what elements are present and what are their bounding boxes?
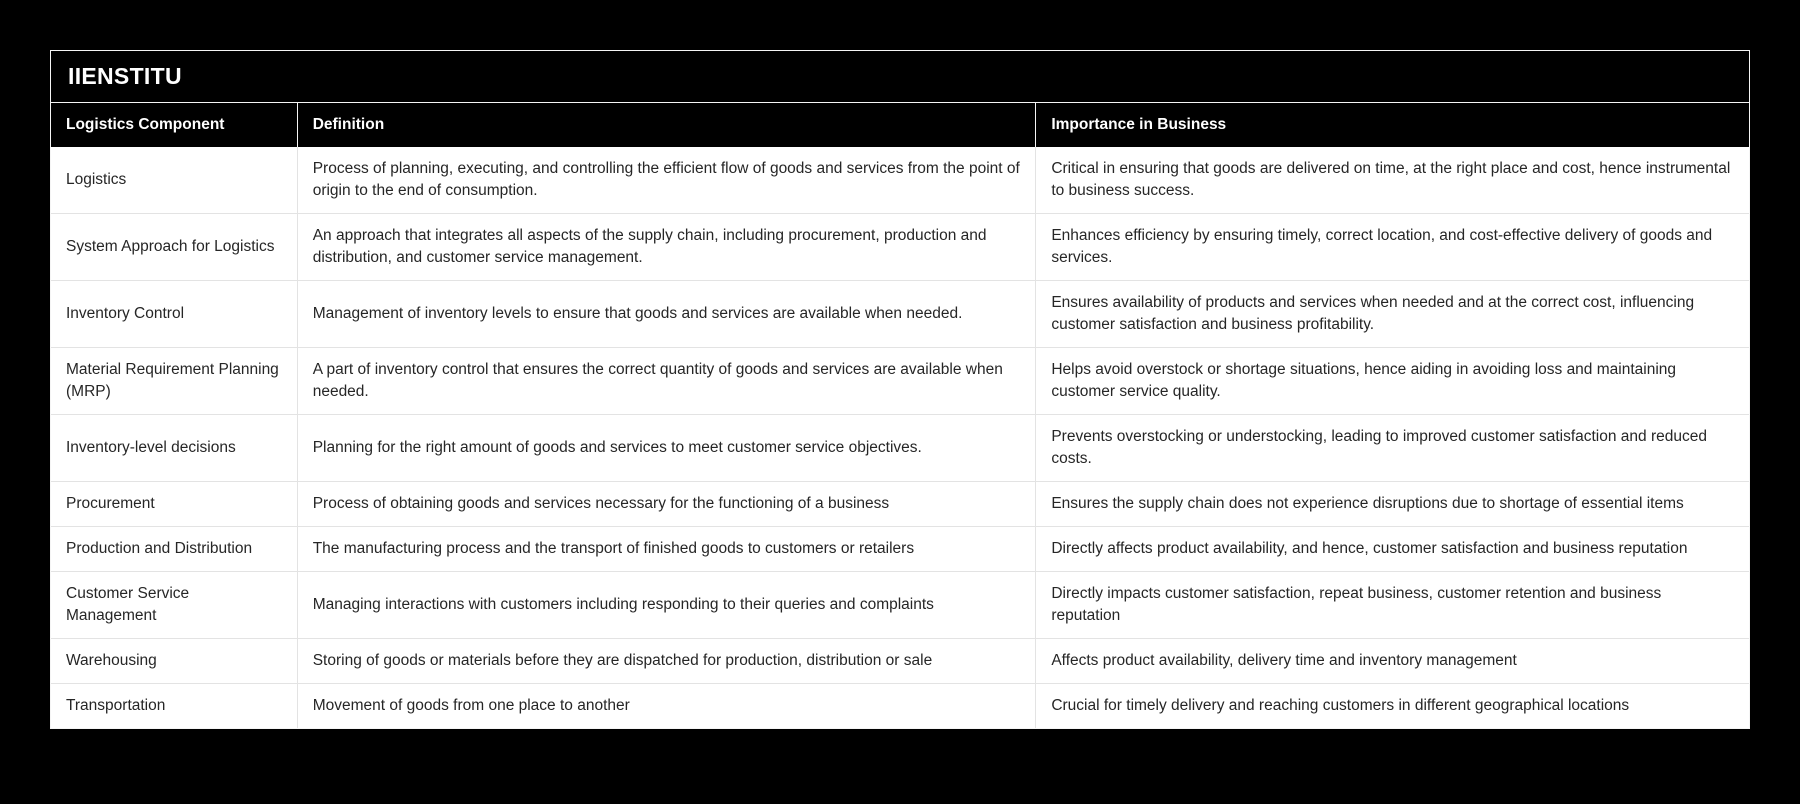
table-row [51,147,1749,214]
title-bar [51,51,1749,103]
cell-definition: Process of planning, executing, and controlling the efficient flow of goods and services from the point of origin to the end of consumption. [297,147,1036,214]
cell-importance: Enhances efficiency by ensuring timely, correct location, and cost-effective delivery of goods and services. [1036,214,1749,281]
cell-component: Procurement [51,482,297,527]
cell-component: Production and Distribution [51,527,297,572]
column-header-logistics-component: Logistics Component [51,103,297,147]
cell-importance: Helps avoid overstock or shortage situations, hence aiding in avoiding loss and maintaining customer service quality. [1036,348,1749,415]
cell-definition: The manufacturing process and the transport of finished goods to customers or retailers [297,527,1036,572]
column-header-importance-in-business: Importance in Business [1036,103,1749,147]
table-row [51,348,1749,415]
cell-importance: Ensures availability of products and services when needed and at the correct cost, influencing customer satisfaction and business profitability. [1036,281,1749,348]
cell-definition: An approach that integrates all aspects of the supply chain, including procurement, production and distribution, and customer service management. [297,214,1036,281]
cell-definition: Managing interactions with customers including responding to their queries and complaints [297,572,1036,639]
cell-importance: Affects product availability, delivery time and inventory management [1036,639,1749,684]
cell-component: Logistics [51,147,297,214]
table-header [51,103,1749,147]
cell-component: Inventory-level decisions [51,415,297,482]
cell-definition: Management of inventory levels to ensure that goods and services are available when needed. [297,281,1036,348]
cell-component: Warehousing [51,639,297,684]
cell-component: Material Requirement Planning (MRP) [51,348,297,415]
cell-definition: Process of obtaining goods and services necessary for the functioning of a business [297,482,1036,527]
cell-component: Transportation [51,684,297,729]
brand-title: IIENSTITU [68,63,182,89]
table-row [51,281,1749,348]
logistics-table [51,103,1749,728]
cell-importance: Directly affects product availability, and hence, customer satisfaction and business reputation [1036,527,1749,572]
cell-importance: Prevents overstocking or understocking, leading to improved customer satisfaction and reduced costs. [1036,415,1749,482]
cell-definition: Planning for the right amount of goods and services to meet customer service objectives. [297,415,1036,482]
cell-component: Customer Service Management [51,572,297,639]
cell-definition: Storing of goods or materials before they are dispatched for production, distribution or sale [297,639,1036,684]
cell-importance: Ensures the supply chain does not experience disruptions due to shortage of essential items [1036,482,1749,527]
header-row [51,103,1749,147]
cell-importance: Critical in ensuring that goods are delivered on time, at the right place and cost, hence instrumental to business success. [1036,147,1749,214]
cell-component: System Approach for Logistics [51,214,297,281]
table-row [51,639,1749,684]
table-row [51,572,1749,639]
column-header-definition: Definition [297,103,1036,147]
table-row [51,527,1749,572]
table-row [51,415,1749,482]
table-body [51,147,1749,728]
cell-component: Inventory Control [51,281,297,348]
table-row [51,482,1749,527]
table-row [51,684,1749,729]
table-card [50,50,1750,729]
cell-definition: Movement of goods from one place to another [297,684,1036,729]
cell-importance: Crucial for timely delivery and reaching customers in different geographical locations [1036,684,1749,729]
cell-importance: Directly impacts customer satisfaction, repeat business, customer retention and business reputation [1036,572,1749,639]
cell-definition: A part of inventory control that ensures the correct quantity of goods and services are available when needed. [297,348,1036,415]
table-row [51,214,1749,281]
